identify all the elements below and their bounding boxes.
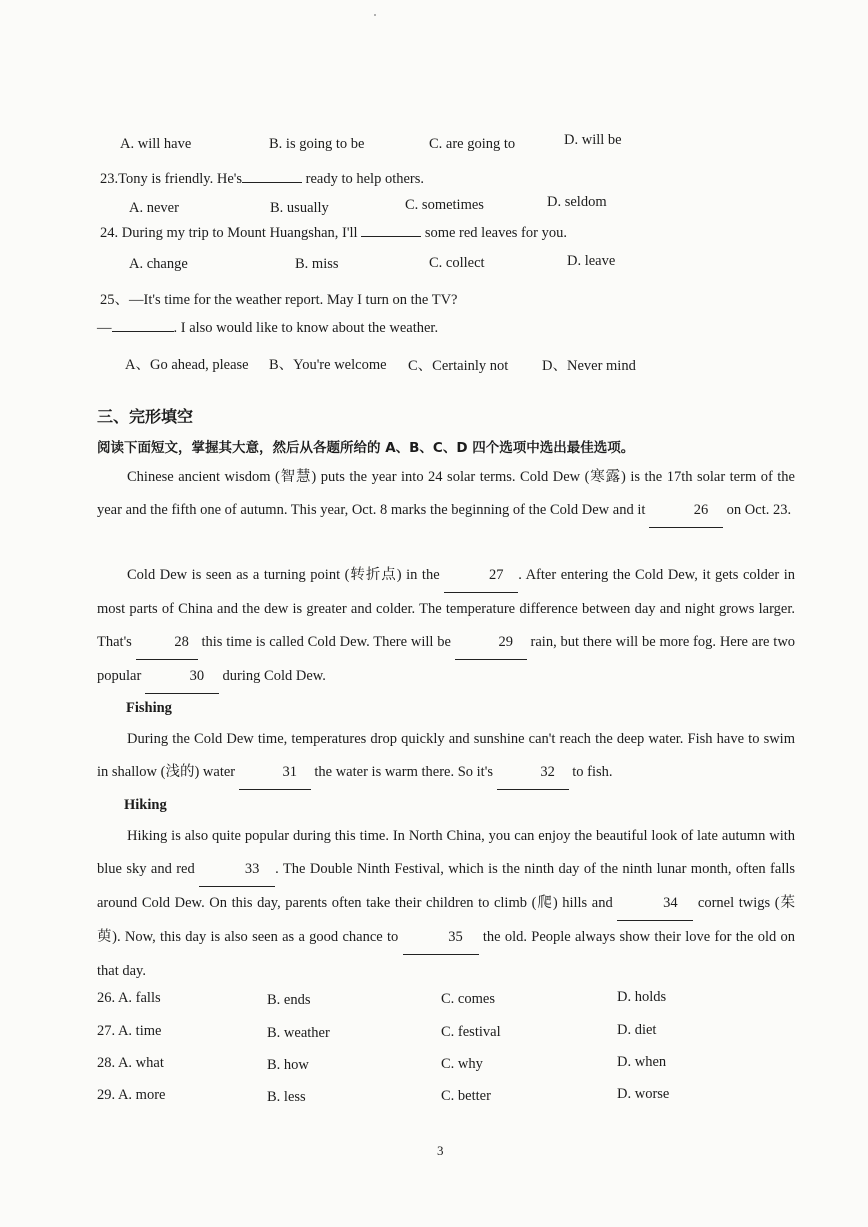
passage-text: rain, but there will be more fog. Here are two popular xyxy=(97,634,796,684)
choice-28-a[interactable]: 28. A. what xyxy=(97,1055,164,1071)
q25-option-b[interactable]: B、You're welcome xyxy=(269,357,387,373)
q24-stem-before: 24. During my trip to Mount Huangshan, I'll xyxy=(100,225,358,241)
passage-text: this time is called Cold Dew. There will be xyxy=(201,634,451,650)
choice-27-d[interactable]: D. diet xyxy=(617,1022,657,1038)
q24-blank[interactable] xyxy=(361,236,421,237)
blank-30[interactable]: 30 xyxy=(145,660,219,694)
blank-34[interactable]: 34 xyxy=(617,887,693,921)
q24-option-d[interactable]: D. leave xyxy=(567,253,616,269)
q22-option-d[interactable]: D. will be xyxy=(564,132,622,148)
passage-text: . The Double Ninth Festival, which is the ninth day of the ninth lunar month, often falls around Cold Dew. On this day, parents often take their children to climb (爬) hills and xyxy=(97,861,796,911)
passage-text: . After entering the Cold Dew, it gets colder in most parts of China and the dew is greater and colder. The temperature difference between day and night grows larger. That's xyxy=(97,567,796,650)
choice-26-d[interactable]: D. holds xyxy=(617,989,667,1005)
q23-stem-after: ready to help others. xyxy=(305,171,425,187)
page-number: 3 xyxy=(437,1143,444,1158)
choice-26-b[interactable]: B. ends xyxy=(267,992,311,1008)
question-23 xyxy=(100,171,424,188)
q25-dash: — xyxy=(97,320,112,336)
q23-option-a[interactable]: A. never xyxy=(129,200,179,216)
heading-fishing: Fishing xyxy=(126,700,172,716)
q22-option-c[interactable]: C. are going to xyxy=(429,136,516,152)
choice-28-d[interactable]: D. when xyxy=(617,1054,667,1070)
blank-31[interactable]: 31 xyxy=(239,756,311,790)
passage-text: the old. People always show their love for the old on that day. xyxy=(97,929,796,979)
blank-26[interactable]: 26 xyxy=(649,494,723,528)
passage-text: cornel twigs (茱萸). Now, this day is also seen as a good chance to xyxy=(97,895,796,945)
choice-29-b[interactable]: B. less xyxy=(267,1089,306,1105)
blank-28[interactable]: 28 xyxy=(136,626,198,660)
section-title: 三、完形填空 xyxy=(97,407,194,426)
q25-option-d[interactable]: D、Never mind xyxy=(542,358,636,374)
passage-text: Hiking is also quite popular during this time. In North China, you can enjoy the beautiful look of late autumn with blue sky and red xyxy=(97,828,795,877)
passage-text: Chinese ancient wisdom (智慧) puts the year into 24 solar terms. Cold Dew (寒露) is the 17th solar term of the year and the fifth one of autumn. This year, Oct. 8 marks the beginning of the Cold Dew and it xyxy=(97,469,795,518)
q25-line1: 25、—It's time for the weather report. May I turn on the TV? xyxy=(100,292,458,308)
q23-option-c[interactable]: C. sometimes xyxy=(405,197,484,213)
choice-29-a[interactable]: 29. A. more xyxy=(97,1087,166,1103)
blank-32[interactable]: 32 xyxy=(497,756,569,790)
q25-option-c[interactable]: C、Certainly not xyxy=(408,358,509,374)
passage-paragraph-3 xyxy=(97,723,795,790)
q25-line2 xyxy=(97,320,438,337)
passage-text: to fish. xyxy=(572,764,613,780)
question-24 xyxy=(100,225,567,242)
q22-option-a[interactable]: A. will have xyxy=(120,136,192,152)
passage-text: on Oct. 23. xyxy=(726,502,792,518)
q23-option-b[interactable]: B. usually xyxy=(270,200,329,216)
blank-35[interactable]: 35 xyxy=(403,921,479,955)
passage-text: the water is warm there. So it's xyxy=(314,764,493,780)
scan-speck xyxy=(374,14,376,16)
q24-option-b[interactable]: B. miss xyxy=(295,256,339,272)
q25-line2-text: . I also would like to know about the weather. xyxy=(173,320,439,336)
q24-option-c[interactable]: C. collect xyxy=(429,255,485,271)
passage-paragraph-1 xyxy=(97,461,795,528)
blank-29[interactable]: 29 xyxy=(455,626,527,660)
q24-option-a[interactable]: A. change xyxy=(129,256,188,272)
q23-option-d[interactable]: D. seldom xyxy=(547,194,607,210)
section-instructions: 阅读下面短文，掌握其大意，然后从各题所给的 A、B、C、D 四个选项中选出最佳选项。 xyxy=(97,440,635,456)
heading-hiking: Hiking xyxy=(124,797,167,813)
q22-option-b[interactable]: B. is going to be xyxy=(269,136,365,152)
q25-option-a[interactable]: A、Go ahead, please xyxy=(125,357,249,373)
passage-text: During the Cold Dew time, temperatures drop quickly and sunshine can't reach the deep water. Fish have to swim in shallow (浅的) water xyxy=(97,731,795,780)
passage-paragraph-4 xyxy=(97,820,795,988)
blank-27[interactable]: 27 xyxy=(444,559,518,593)
q25-blank[interactable] xyxy=(112,331,174,332)
blank-33[interactable]: 33 xyxy=(199,853,275,887)
choice-27-c[interactable]: C. festival xyxy=(441,1024,501,1040)
q24-stem-after: some red leaves for you. xyxy=(424,225,567,241)
passage-paragraph-2 xyxy=(97,559,795,694)
choice-27-b[interactable]: B. weather xyxy=(267,1025,330,1041)
q23-stem-before: 23.Tony is friendly. He's xyxy=(100,171,243,187)
choice-29-d[interactable]: D. worse xyxy=(617,1086,670,1102)
choice-28-c[interactable]: C. why xyxy=(441,1056,483,1072)
choice-28-b[interactable]: B. how xyxy=(267,1057,309,1073)
choice-27-a[interactable]: 27. A. time xyxy=(97,1023,162,1039)
q23-blank[interactable] xyxy=(242,182,302,183)
passage-text: Cold Dew is seen as a turning point (转折点) in the xyxy=(127,567,440,583)
choice-26-a[interactable]: 26. A. falls xyxy=(97,990,161,1006)
choice-26-c[interactable]: C. comes xyxy=(441,991,495,1007)
choice-29-c[interactable]: C. better xyxy=(441,1088,491,1104)
passage-text: during Cold Dew. xyxy=(222,668,326,684)
